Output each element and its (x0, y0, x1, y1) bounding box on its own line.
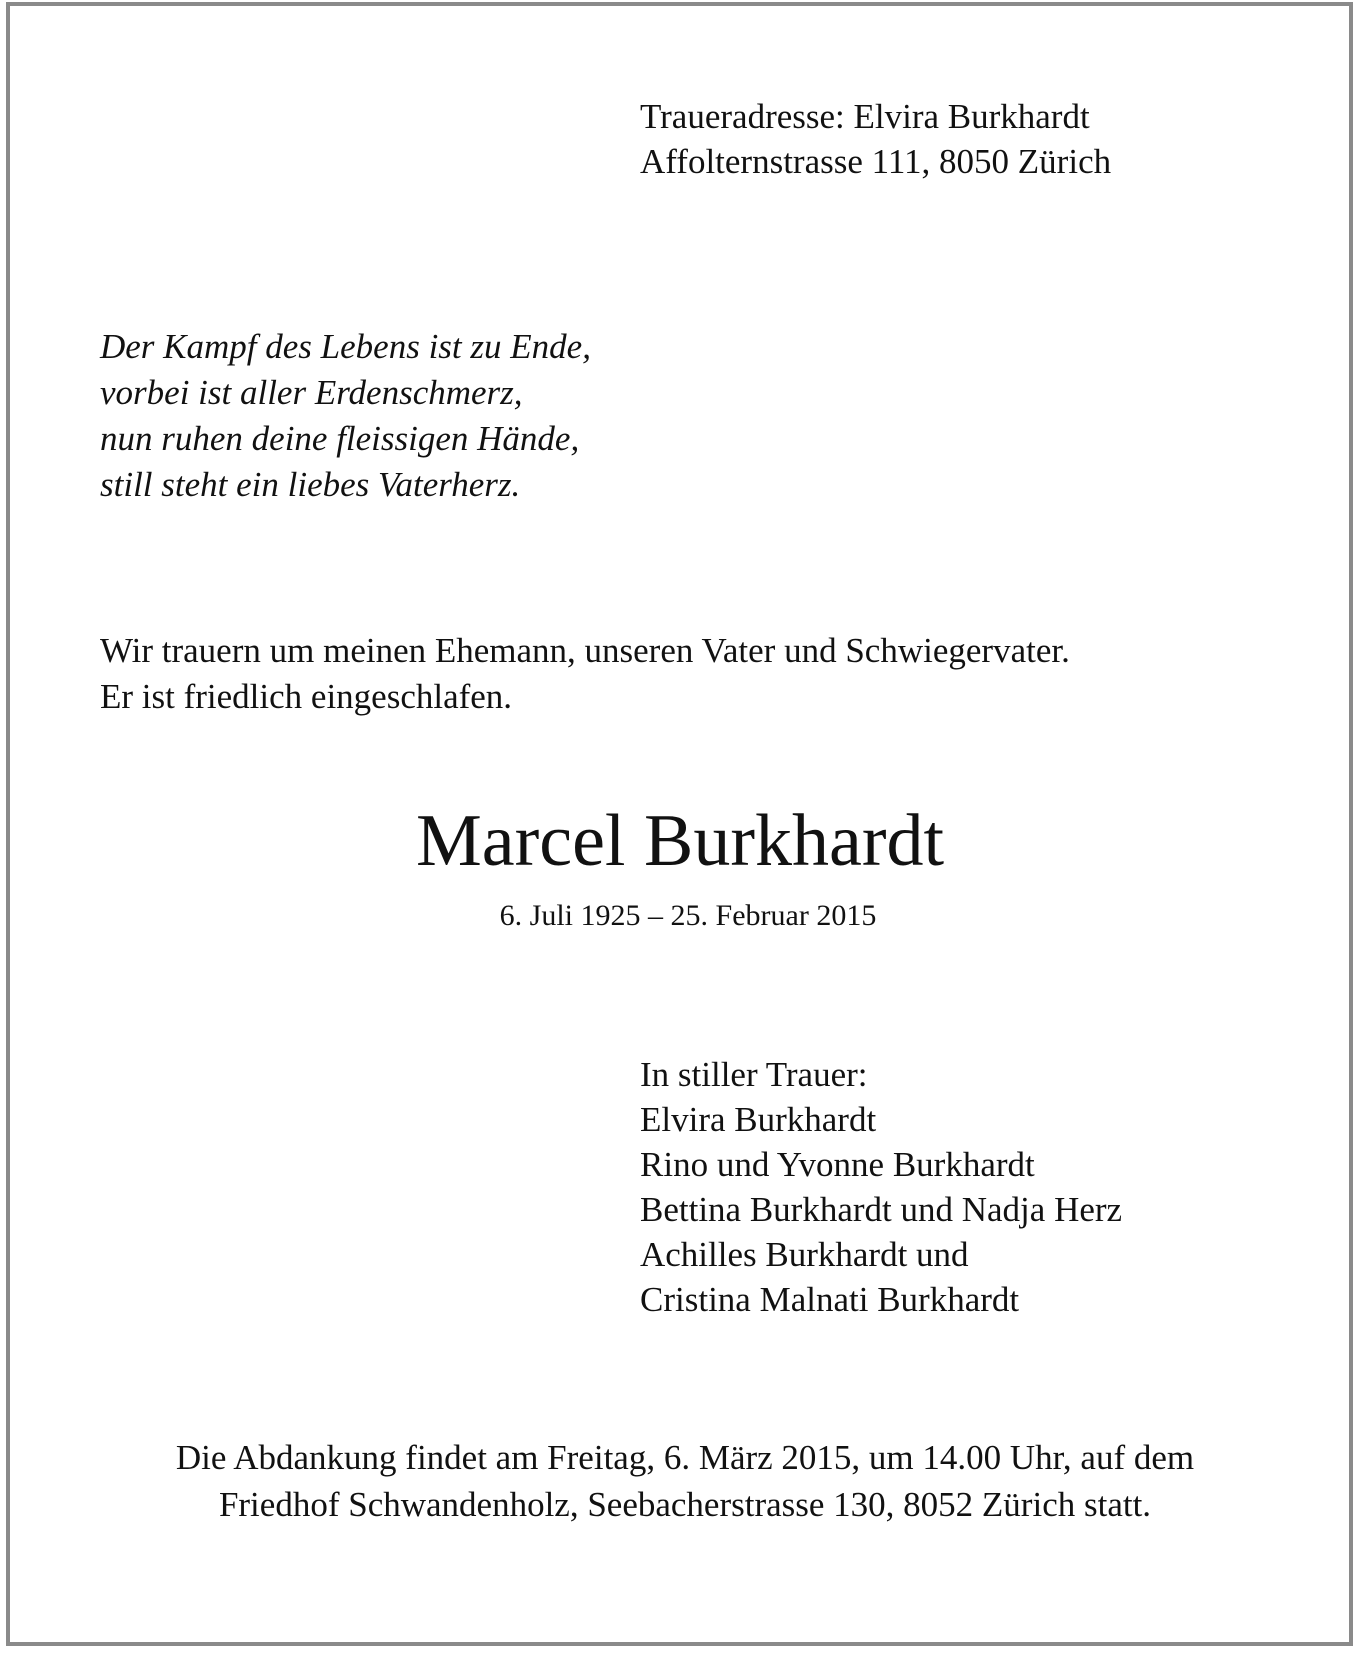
announcement-line: Er ist friedlich eingeschlafen. (100, 677, 513, 716)
verse-line: Der Kampf des Lebens ist zu Ende, (100, 327, 591, 366)
verse-line: still steht ein liebes Vaterherz. (100, 465, 521, 504)
service-info (0, 1434, 1370, 1528)
announcement-line: Wir trauern um meinen Ehemann, unseren Vater und Schwiegervater. (100, 631, 1070, 670)
service-line: Die Abdankung findet am Freitag, 6. März 2015, um 14.00 Uhr, auf dem (175, 1438, 1195, 1477)
memorial-verse (100, 324, 591, 508)
mourner-name: Rino und Yvonne Burkhardt (640, 1145, 1035, 1184)
life-dates: 6. Juli 1925 – 25. Februar 2015 (499, 899, 877, 932)
mourners-list (640, 1052, 1122, 1322)
mourner-name: Achilles Burkhardt und (640, 1235, 969, 1274)
announcement-text (100, 628, 1070, 720)
deceased-name-row (0, 796, 1370, 886)
address-line-2: Affolternstrasse 111, 8050 Zürich (640, 142, 1112, 181)
mourners-heading: In stiller Trauer: (640, 1055, 868, 1094)
mourning-address (640, 94, 1111, 184)
deceased-name: Marcel Burkhardt (415, 800, 945, 882)
verse-line: nun ruhen deine fleissigen Hände, (100, 419, 580, 458)
service-line: Friedhof Schwandenholz, Seebacherstrasse 130, 8052 Zürich statt. (218, 1485, 1152, 1524)
life-dates-row (0, 896, 1370, 936)
mourner-name: Elvira Burkhardt (640, 1100, 877, 1139)
address-line-1: Traueradresse: Elvira Burkhardt (640, 97, 1090, 136)
mourner-name: Cristina Malnati Burkhardt (640, 1280, 1020, 1319)
mourner-name: Bettina Burkhardt und Nadja Herz (640, 1190, 1123, 1229)
verse-line: vorbei ist aller Erdenschmerz, (100, 373, 523, 412)
